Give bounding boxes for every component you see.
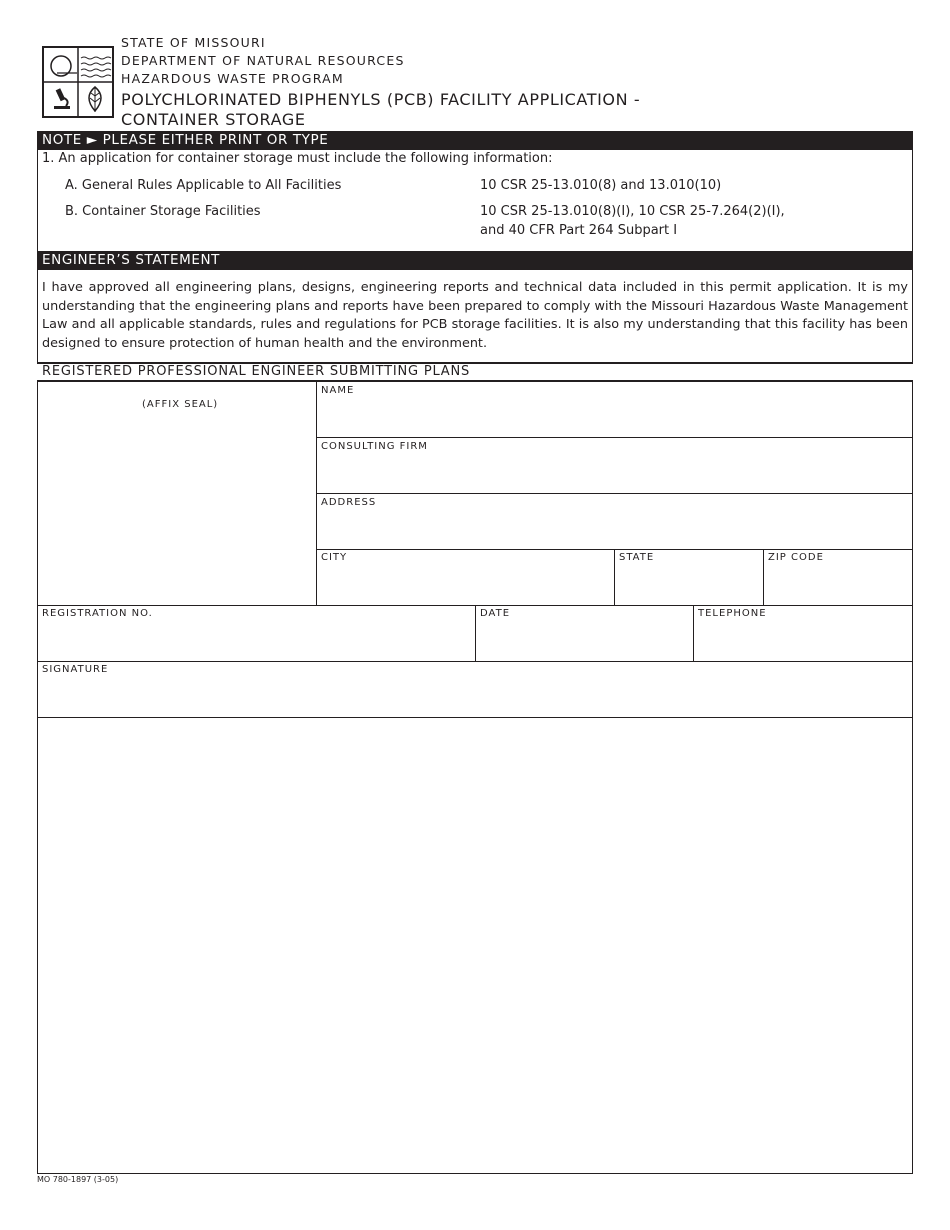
form-title-line1: POLYCHLORINATED BIPHENYLS (PCB) FACILITY APPLICATION - (121, 90, 641, 109)
requirements-intro: 1. An application for container storage must include the following information: (42, 151, 553, 166)
registration-number-label: REGISTRATION NO. (42, 608, 153, 619)
form-title-line2: CONTAINER STORAGE (121, 110, 306, 129)
state-label: STATE (619, 552, 655, 563)
engineer-statement-bar: ENGINEER’S STATEMENT (37, 251, 913, 269)
name-field-label: NAME (321, 385, 355, 396)
note-bar: NOTE ► PLEASE EITHER PRINT OR TYPE (37, 131, 913, 149)
requirement-a-label: A. General Rules Applicable to All Facilities (65, 178, 342, 193)
registration-number-field[interactable] (38, 606, 475, 661)
requirement-b-label: B. Container Storage Facilities (65, 204, 261, 219)
name-field[interactable] (317, 382, 912, 437)
header-program: HAZARDOUS WASTE PROGRAM (121, 71, 344, 86)
state-field[interactable] (615, 550, 763, 605)
city-label: CITY (321, 552, 348, 563)
form-number: MO 780-1897 (3-05) (37, 1175, 119, 1184)
telephone-label: TELEPHONE (698, 608, 767, 619)
zip-code-field[interactable] (764, 550, 912, 605)
pe-section-heading: REGISTERED PROFESSIONAL ENGINEER SUBMITTING PLANS (42, 364, 471, 379)
city-field[interactable] (317, 550, 614, 605)
signature-label: SIGNATURE (42, 664, 109, 675)
telephone-field[interactable] (694, 606, 912, 661)
requirement-b-reference: 10 CSR 25-13.010(8)(I), 10 CSR 25-7.264(2)(I), (480, 204, 785, 219)
department-logo (42, 46, 114, 118)
requirement-b-reference-cont: and 40 CFR Part 264 Subpart I (480, 223, 678, 238)
consulting-firm-field[interactable] (317, 438, 912, 493)
consulting-firm-label: CONSULTING FIRM (321, 441, 428, 452)
address-label: ADDRESS (321, 497, 377, 508)
date-label: DATE (480, 608, 511, 619)
requirement-a-reference: 10 CSR 25-13.010(8) and 13.010(10) (480, 178, 722, 193)
engineer-statement-text: I have approved all engineering plans, designs, engineering reports and technical data included in this permit application. It is my understanding that the engineering plans and reports have been prepared to comply with the Missouri Hazardous Waste Management Law and all applicable standards, rules and regulations for PCB storage facilities. It is also my understanding that this facility has been designed to ensure protection of human health and the environment. (42, 280, 908, 351)
affix-seal-label: (AFFIX SEAL) (142, 399, 219, 410)
blank-attachment-area[interactable] (38, 718, 912, 1173)
zip-code-label: ZIP CODE (768, 552, 824, 563)
address-field[interactable] (317, 494, 912, 549)
header-state: STATE OF MISSOURI (121, 35, 266, 50)
signature-field[interactable] (38, 662, 912, 717)
header-department: DEPARTMENT OF NATURAL RESOURCES (121, 53, 405, 68)
date-field[interactable] (476, 606, 693, 661)
